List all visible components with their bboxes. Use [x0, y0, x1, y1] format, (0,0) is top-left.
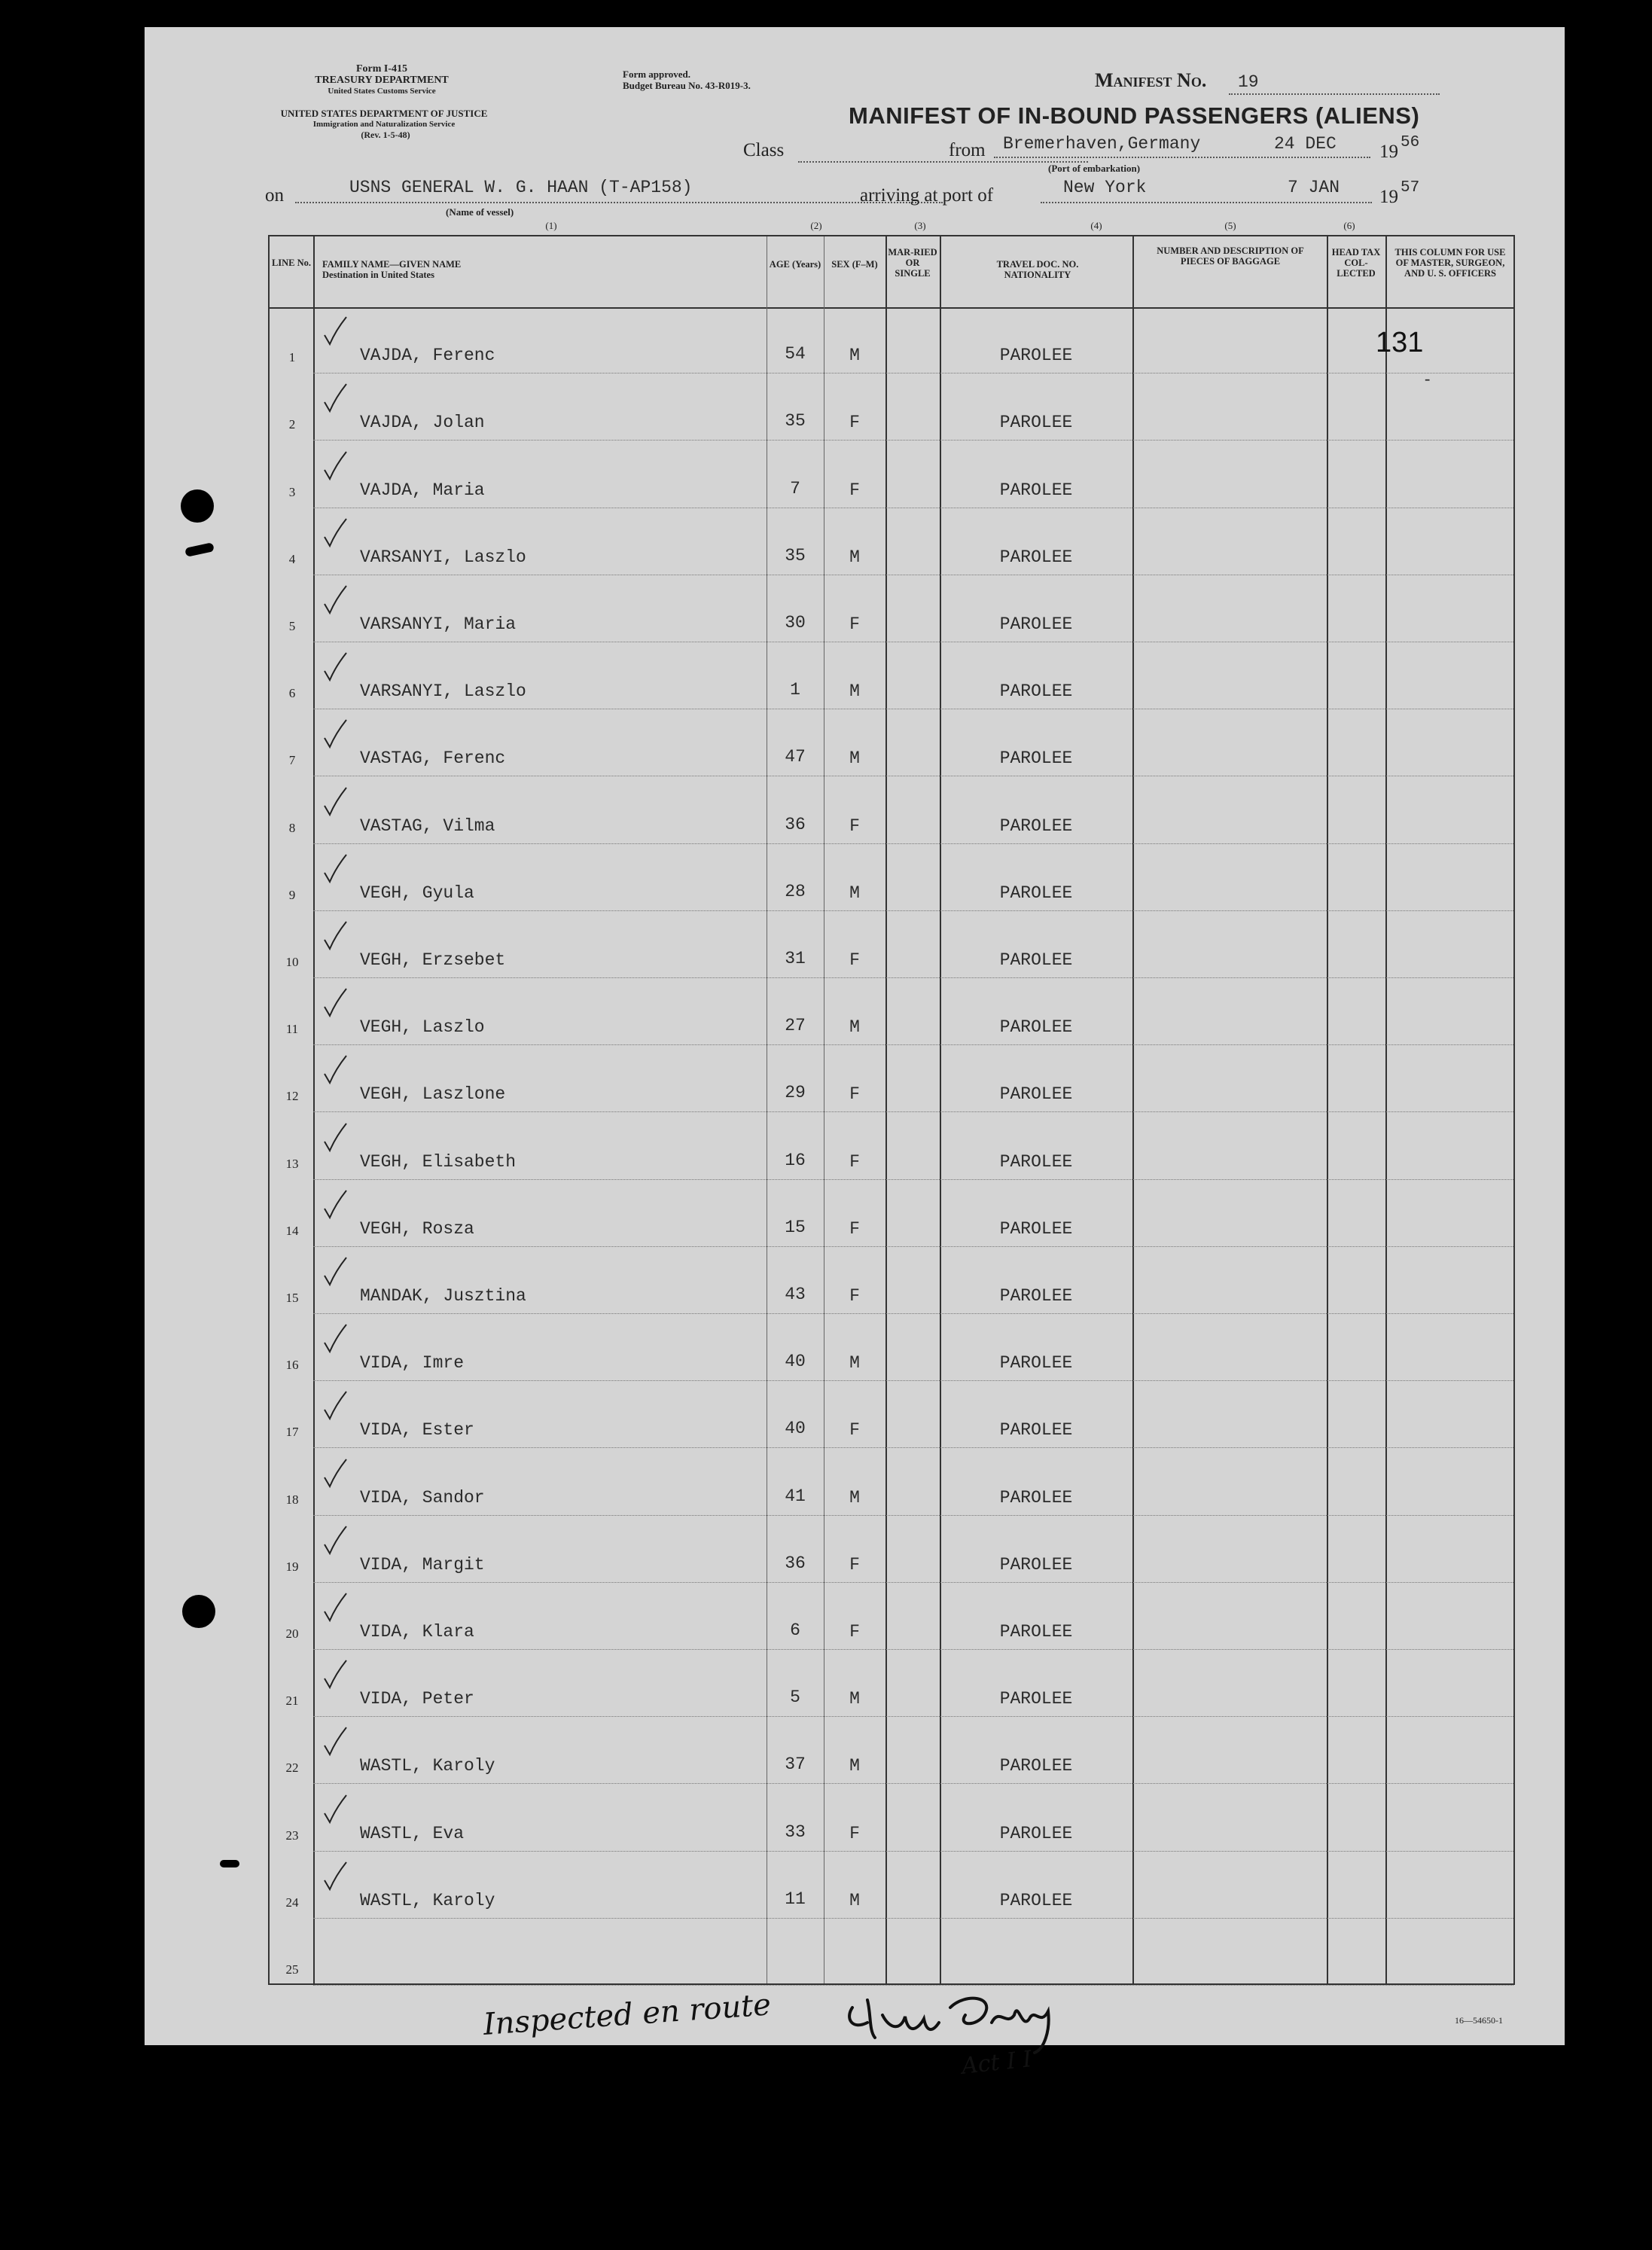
- table-row: [270, 1919, 1513, 1986]
- row-line-number: 19: [285, 1559, 299, 1574]
- passenger-age: 41: [785, 1486, 806, 1506]
- from-label: from: [949, 140, 986, 160]
- check-mark-icon: [322, 1323, 348, 1355]
- officer-number-text: 131: [1376, 327, 1424, 358]
- passenger-family-name: WASTL,: [360, 1823, 422, 1843]
- check-mark-icon: [322, 987, 348, 1019]
- passenger-given-name: Jolan: [432, 413, 485, 433]
- passenger-given-name: Maria: [464, 614, 517, 634]
- passenger-age: 40: [785, 1352, 806, 1372]
- table-row: [270, 1517, 1513, 1584]
- table-row: [270, 1315, 1513, 1382]
- passenger-travel-doc: PAROLEE: [999, 1689, 1073, 1709]
- check-mark-icon: [322, 383, 348, 414]
- table-row: [270, 509, 1513, 576]
- passenger-family-name: VIDA,: [360, 1353, 413, 1373]
- passenger-given-name: Margit: [422, 1554, 485, 1575]
- footer-code: 16—54650-1: [1455, 2015, 1503, 2026]
- passenger-family-name: VEGH,: [360, 1084, 413, 1105]
- passenger-travel-doc: PAROLEE: [999, 1554, 1073, 1575]
- passenger-sex: M: [849, 1689, 860, 1709]
- table-row: [270, 1181, 1513, 1248]
- table-row: [270, 1584, 1513, 1651]
- passenger-age: 6: [790, 1620, 800, 1640]
- table-row: [270, 710, 1513, 777]
- passenger-sex: M: [849, 1487, 860, 1508]
- check-mark-icon: [322, 1525, 348, 1556]
- class-label: Class: [743, 140, 785, 160]
- passenger-given-name: Imre: [422, 1353, 465, 1373]
- passenger-family-name: WASTL,: [360, 1756, 422, 1776]
- passenger-travel-doc: PAROLEE: [999, 883, 1073, 903]
- passenger-sex: F: [849, 1151, 860, 1172]
- punch-hole-top: [181, 489, 214, 523]
- passenger-given-name: Maria: [432, 480, 485, 500]
- passenger-sex: F: [849, 480, 860, 500]
- table-row: [270, 1248, 1513, 1315]
- passenger-family-name: VASTAG,: [360, 748, 433, 769]
- passenger-travel-doc: PAROLEE: [999, 1017, 1073, 1038]
- check-mark-icon: [322, 786, 348, 818]
- passenger-family-name: VEGH,: [360, 950, 413, 970]
- passenger-travel-doc: PAROLEE: [999, 816, 1073, 836]
- table-row: [270, 1449, 1513, 1516]
- passenger-travel-doc: PAROLEE: [999, 1353, 1073, 1373]
- check-mark-icon: [322, 1256, 348, 1288]
- passenger-sex: F: [849, 413, 860, 433]
- passenger-given-name: Sandor: [422, 1487, 485, 1508]
- page-title: MANIFEST OF IN-BOUND PASSENGERS (ALIENS): [849, 102, 1420, 129]
- check-mark-icon: [322, 1592, 348, 1623]
- table-row: [270, 1852, 1513, 1919]
- check-mark-icon: [322, 1794, 348, 1825]
- passenger-given-name: Karoly: [432, 1756, 495, 1776]
- passenger-family-name: VARSANYI,: [360, 614, 454, 634]
- passenger-travel-doc: PAROLEE: [999, 1621, 1073, 1642]
- row-line-number: 24: [285, 1895, 299, 1910]
- passenger-travel-doc: PAROLEE: [999, 1756, 1073, 1776]
- row-line-number: 12: [285, 1089, 299, 1104]
- passenger-given-name: Vilma: [443, 816, 495, 836]
- passenger-family-name: VIDA,: [360, 1621, 413, 1642]
- passenger-family-name: VIDA,: [360, 1554, 413, 1575]
- row-line-number: 16: [285, 1358, 299, 1373]
- passenger-sex: M: [849, 748, 860, 769]
- row-line-number: 8: [288, 820, 296, 835]
- form-approved: Form approved.: [623, 69, 691, 80]
- passenger-travel-doc: PAROLEE: [999, 1218, 1073, 1239]
- revision: (Rev. 1-5-48): [361, 130, 410, 140]
- passenger-given-name: Gyula: [422, 883, 474, 903]
- arrival-port: New York: [1063, 178, 1147, 197]
- table-row: [270, 777, 1513, 844]
- passenger-sex: F: [849, 614, 860, 634]
- vessel-name: USNS GENERAL W. G. HAAN (T-AP158): [349, 178, 693, 197]
- row-line-number: 4: [288, 551, 296, 566]
- table-row: [270, 1046, 1513, 1113]
- table-row: [270, 643, 1513, 710]
- col-header-travel: TRAVEL DOC. NO. NATIONALITY: [996, 259, 1079, 280]
- passenger-sex: M: [849, 681, 860, 702]
- passenger-age: 36: [785, 814, 806, 834]
- passenger-age: 7: [790, 478, 800, 498]
- embark-year-suffix: 56: [1401, 134, 1420, 151]
- passenger-travel-doc: PAROLEE: [999, 950, 1073, 970]
- table-row: [270, 912, 1513, 979]
- manifest-no-value: 19: [1238, 72, 1259, 92]
- passenger-sex: M: [849, 547, 860, 567]
- check-mark-icon: [322, 316, 348, 347]
- passenger-age: 30: [785, 612, 806, 633]
- row-line-number: 20: [285, 1626, 299, 1641]
- row-line-number: 25: [285, 1962, 299, 1977]
- passenger-age: 27: [785, 1016, 806, 1036]
- passenger-age: 15: [785, 1217, 806, 1237]
- passenger-given-name: Ferenc: [443, 748, 506, 769]
- passenger-age: 28: [785, 881, 806, 901]
- check-mark-icon: [322, 920, 348, 952]
- passenger-sex: M: [849, 1756, 860, 1776]
- table-row: [270, 845, 1513, 912]
- ins-service: Immigration and Naturalization Service: [312, 120, 456, 129]
- row-line-number: 11: [285, 1022, 299, 1037]
- col-header-headtax: HEAD TAX COL-LECTED: [1331, 247, 1381, 279]
- check-mark-icon: [322, 1458, 348, 1489]
- passenger-sex: F: [849, 1218, 860, 1239]
- passenger-sex: F: [849, 1084, 860, 1105]
- passenger-family-name: WASTL,: [360, 1890, 422, 1910]
- passenger-travel-doc: PAROLEE: [999, 1823, 1073, 1843]
- embark-port-caption: (Port of embarkation): [1048, 163, 1141, 174]
- row-line-number: 9: [288, 887, 296, 902]
- table-row: [270, 1113, 1513, 1180]
- table-row: [270, 1382, 1513, 1449]
- row-line-number: 1: [288, 350, 296, 365]
- passenger-sex: M: [849, 1890, 860, 1910]
- col-num-3: (3): [914, 220, 926, 231]
- officer-signature-sub: Act I I: [960, 2046, 1033, 2080]
- budget-bureau: Budget Bureau No. 43-R019-3.: [623, 80, 751, 91]
- passenger-travel-doc: PAROLEE: [999, 1084, 1073, 1105]
- passenger-given-name: Elisabeth: [422, 1151, 517, 1172]
- row-line-number: 15: [285, 1290, 299, 1305]
- passenger-age: 54: [785, 344, 806, 364]
- passenger-family-name: VEGH,: [360, 1017, 413, 1038]
- passenger-age: 36: [785, 1553, 806, 1573]
- punch-hole-bottom: [182, 1595, 215, 1628]
- passenger-family-name: VEGH,: [360, 1218, 413, 1239]
- passenger-sex: F: [849, 1554, 860, 1575]
- col-header-name: FAMILY NAME—GIVEN NAME Destination in United States: [322, 259, 462, 280]
- vessel-caption: (Name of vessel): [446, 206, 514, 218]
- passenger-given-name: Ferenc: [432, 346, 495, 366]
- passenger-given-name: Jusztina: [443, 1285, 526, 1306]
- check-mark-icon: [322, 1189, 348, 1221]
- passenger-given-name: Karoly: [432, 1890, 495, 1910]
- table-row: [270, 374, 1513, 441]
- passenger-given-name: Klara: [422, 1621, 474, 1642]
- passenger-travel-doc: PAROLEE: [999, 748, 1073, 769]
- check-mark-icon: [322, 450, 348, 482]
- table-row: [270, 1718, 1513, 1785]
- row-line-number: 22: [285, 1761, 299, 1776]
- table-row: [270, 307, 1513, 374]
- row-line-number: 14: [285, 1223, 299, 1238]
- row-line-number: 6: [288, 686, 296, 701]
- table-row: [270, 576, 1513, 643]
- row-line-number: 23: [285, 1828, 299, 1843]
- passenger-age: 11: [785, 1889, 806, 1909]
- arrival-year-suffix: 57: [1401, 179, 1420, 197]
- col-num-5: (5): [1224, 220, 1236, 231]
- check-mark-icon: [322, 1861, 348, 1892]
- col-num-1: (1): [545, 220, 557, 231]
- col-header-baggage: NUMBER AND DESCRIPTION OF PIECES OF BAGGAGE: [1157, 245, 1304, 267]
- passenger-age: 43: [785, 1284, 806, 1304]
- check-mark-icon: [322, 1726, 348, 1758]
- row-line-number: 3: [288, 484, 296, 499]
- passenger-sex: M: [849, 1353, 860, 1373]
- passenger-sex: F: [849, 1285, 860, 1306]
- passenger-given-name: Laszlo: [464, 681, 526, 702]
- passenger-family-name: VIDA,: [360, 1420, 413, 1441]
- passenger-travel-doc: PAROLEE: [999, 681, 1073, 702]
- passenger-travel-doc: PAROLEE: [999, 1285, 1073, 1306]
- passenger-sex: F: [849, 1420, 860, 1441]
- passenger-sex: F: [849, 816, 860, 836]
- table-row: [270, 1651, 1513, 1718]
- manifest-no-label: Manifest No.: [1095, 69, 1207, 91]
- check-mark-icon: [322, 1054, 348, 1086]
- embark-port: Bremerhaven,Germany: [1003, 134, 1201, 154]
- check-mark-icon: [322, 1390, 348, 1422]
- passenger-age: 47: [785, 747, 806, 767]
- check-mark-icon: [322, 1122, 348, 1154]
- passenger-age: 35: [785, 545, 806, 566]
- passenger-sex: M: [849, 1017, 860, 1038]
- check-mark-icon: [322, 718, 348, 750]
- passenger-sex: M: [849, 883, 860, 903]
- officer-signature: [837, 1985, 1078, 2068]
- col-num-4: (4): [1090, 220, 1102, 231]
- passenger-family-name: VIDA,: [360, 1487, 413, 1508]
- col-header-line: LINE No.: [271, 258, 312, 268]
- passenger-sex: F: [849, 1823, 860, 1843]
- check-mark-icon: [322, 651, 348, 683]
- passenger-given-name: Peter: [422, 1689, 474, 1709]
- passenger-age: 40: [785, 1419, 806, 1439]
- col-num-6: (6): [1343, 220, 1355, 231]
- passenger-age: 37: [785, 1755, 806, 1775]
- customs-service: United States Customs Service: [328, 87, 436, 96]
- table-row: [270, 441, 1513, 508]
- row-line-number: 10: [285, 954, 299, 969]
- passenger-family-name: VARSANYI,: [360, 681, 454, 702]
- passenger-travel-doc: PAROLEE: [999, 480, 1073, 500]
- form-number: Form I-415: [355, 63, 408, 75]
- arrival-year-prefix: 19: [1379, 187, 1398, 207]
- row-line-number: 2: [288, 417, 296, 432]
- row-line-number: 5: [288, 618, 296, 633]
- passenger-travel-doc: PAROLEE: [999, 346, 1073, 366]
- passenger-age: 5: [790, 1688, 800, 1708]
- col-header-married: MAR-RIED OR SINGLE: [888, 247, 937, 279]
- passenger-family-name: VEGH,: [360, 883, 413, 903]
- passenger-travel-doc: PAROLEE: [999, 1890, 1073, 1910]
- col-num-2: (2): [810, 220, 822, 231]
- passenger-age: 16: [785, 1150, 806, 1170]
- col-header-sex: SEX (F–M): [831, 259, 878, 270]
- passenger-given-name: Rosza: [422, 1218, 474, 1239]
- passenger-sex: F: [849, 1621, 860, 1642]
- passenger-sex: M: [849, 346, 860, 366]
- passenger-age: 31: [785, 948, 806, 968]
- passenger-family-name: VAJDA,: [360, 346, 422, 366]
- row-line-number: 7: [288, 753, 296, 768]
- check-mark-icon: [322, 584, 348, 616]
- passenger-age: 35: [785, 411, 806, 431]
- passenger-travel-doc: PAROLEE: [999, 547, 1073, 567]
- passenger-given-name: Laszlone: [422, 1084, 506, 1105]
- embark-year-prefix: 19: [1379, 142, 1398, 162]
- check-mark-icon: [322, 517, 348, 549]
- passenger-family-name: VAJDA,: [360, 413, 422, 433]
- passenger-travel-doc: PAROLEE: [999, 1487, 1073, 1508]
- officer-dash: -: [1425, 369, 1431, 388]
- passenger-given-name: Ester: [422, 1420, 474, 1441]
- passenger-table: [268, 235, 1515, 1985]
- arrival-date: 7 JAN: [1288, 178, 1340, 197]
- passenger-given-name: Laszlo: [464, 547, 526, 567]
- manifest-page: [145, 27, 1565, 2080]
- passenger-age: 33: [785, 1822, 806, 1842]
- passenger-family-name: VASTAG,: [360, 816, 433, 836]
- arriving-label: arriving at port of: [860, 185, 994, 206]
- table-row: [270, 1785, 1513, 1852]
- passenger-given-name: Eva: [432, 1823, 465, 1843]
- row-line-number: 13: [285, 1156, 299, 1171]
- embark-date: 24 DEC: [1274, 134, 1337, 154]
- passenger-travel-doc: PAROLEE: [999, 614, 1073, 634]
- passenger-family-name: VAJDA,: [360, 480, 422, 500]
- inspected-note: Inspected en route: [482, 1987, 773, 2042]
- passenger-family-name: VEGH,: [360, 1151, 413, 1172]
- passenger-family-name: VIDA,: [360, 1689, 413, 1709]
- table-row: [270, 979, 1513, 1046]
- passenger-age: 29: [785, 1083, 806, 1103]
- row-line-number: 18: [285, 1492, 299, 1507]
- passenger-sex: F: [849, 950, 860, 970]
- passenger-travel-doc: PAROLEE: [999, 1420, 1073, 1441]
- col-header-officers: THIS COLUMN FOR USE OF MASTER, SURGEON, AND U. S. OFFICERS: [1394, 247, 1506, 279]
- passenger-family-name: MANDAK,: [360, 1285, 433, 1306]
- passenger-family-name: VARSANYI,: [360, 547, 454, 567]
- row-line-number: 21: [285, 1694, 299, 1709]
- justice-dept: UNITED STATES DEPARTMENT OF JUSTICE: [280, 108, 488, 119]
- check-mark-icon: [322, 853, 348, 885]
- on-label: on: [265, 185, 284, 206]
- punch-hole-dash: [220, 1860, 239, 1867]
- passenger-given-name: Erzsebet: [422, 950, 506, 970]
- col-header-age: AGE (Years): [769, 259, 821, 270]
- treasury-dept: TREASURY DEPARTMENT: [315, 75, 449, 86]
- check-mark-icon: [322, 1659, 348, 1691]
- row-line-number: 17: [285, 1425, 299, 1440]
- passenger-travel-doc: PAROLEE: [999, 1151, 1073, 1172]
- passenger-age: 1: [790, 680, 800, 700]
- passenger-given-name: Laszlo: [422, 1017, 485, 1038]
- passenger-travel-doc: PAROLEE: [999, 413, 1073, 433]
